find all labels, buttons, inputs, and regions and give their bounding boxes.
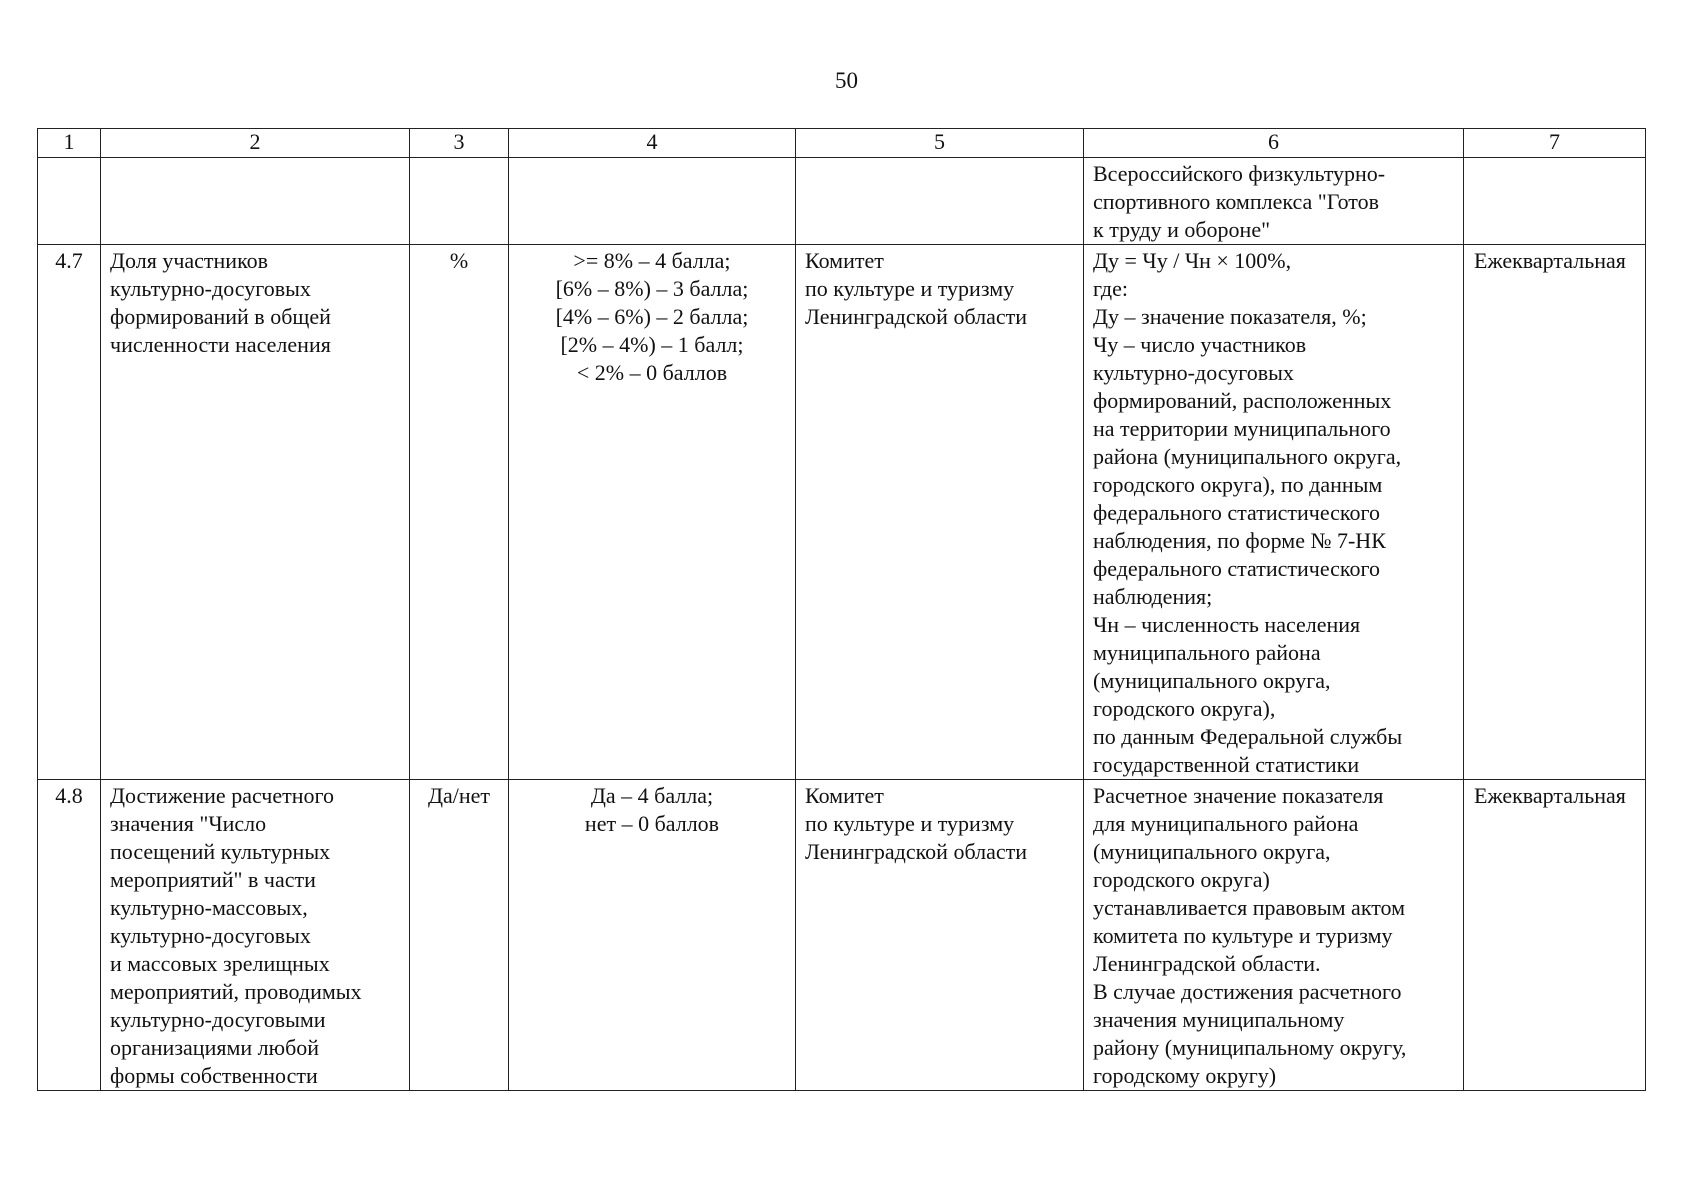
- table-row: [38, 245, 1646, 780]
- column-header-6: 6: [1084, 129, 1464, 158]
- page-number: 50: [835, 68, 858, 93]
- responsible-body: Комитет по культуре и туризму Ленинградской области: [796, 780, 1084, 1091]
- column-number-row: [38, 129, 1646, 158]
- cell-empty: [1464, 158, 1646, 245]
- scoring-criteria: >= 8% – 4 балла; [6% – 8%) – 3 балла; [4% – 6%) – 2 балла; [2% – 4%) – 1 балл; < 2% – 0 баллов: [509, 245, 796, 780]
- row-number: 4.7: [38, 245, 101, 780]
- column-header-7: 7: [1464, 129, 1646, 158]
- column-header-4: 4: [509, 129, 796, 158]
- indicators-table: [37, 128, 1646, 1091]
- cell-empty: [410, 158, 509, 245]
- column-header-5: 5: [796, 129, 1084, 158]
- indicator-name: Достижение расчетного значения "Число посещений культурных мероприятий" в части культурно-массовых, культурно-досуговых и массовых зрелищных мероприятий, проводимых культурно-досуговыми организациями любой формы собственности: [101, 780, 410, 1091]
- column-header-3: 3: [410, 129, 509, 158]
- column-header-2: 2: [101, 129, 410, 158]
- periodicity: Ежеквартальная: [1464, 245, 1646, 780]
- unit-of-measure: Да/нет: [410, 780, 509, 1091]
- calculation-method: Расчетное значение показателя для муниципального района (муниципального округа, городского округа) устанавливается правовым актом комитета по культуре и туризму Ленинградской области. В случае достижения расчетного значения муниципальному району (муниципальному округу, городскому округу): [1084, 780, 1464, 1091]
- cell-empty: [38, 158, 101, 245]
- row-number: 4.8: [38, 780, 101, 1091]
- cell-empty: [101, 158, 410, 245]
- scoring-criteria: Да – 4 балла; нет – 0 баллов: [509, 780, 796, 1091]
- calculation-method: Ду = Чу / Чн × 100%, где: Ду – значение показателя, %; Чу – число участников культурно-досуговых формирований, расположенных на территории муниципального района (муниципального округа, городского округа), по данным федерального статистического наблюдения, по форме № 7-НК федерального статистического наблюдения; Чн – численность населения муниципального района (муниципального округа, городского округа), по данным Федеральной службы государственной статистики: [1084, 245, 1464, 780]
- unit-of-measure: %: [410, 245, 509, 780]
- periodicity: Ежеквартальная: [1464, 780, 1646, 1091]
- responsible-body: Комитет по культуре и туризму Ленинградской области: [796, 245, 1084, 780]
- cell-empty: [509, 158, 796, 245]
- table-row: [38, 780, 1646, 1091]
- cell-empty: [796, 158, 1084, 245]
- indicator-name: Доля участников культурно-досуговых формирований в общей численности населения: [101, 245, 410, 780]
- column-header-1: 1: [38, 129, 101, 158]
- table-row-continuation: [38, 158, 1646, 245]
- continuation-method-text: Всероссийского физкультурно- спортивного комплекса "Готов к труду и обороне": [1084, 158, 1464, 245]
